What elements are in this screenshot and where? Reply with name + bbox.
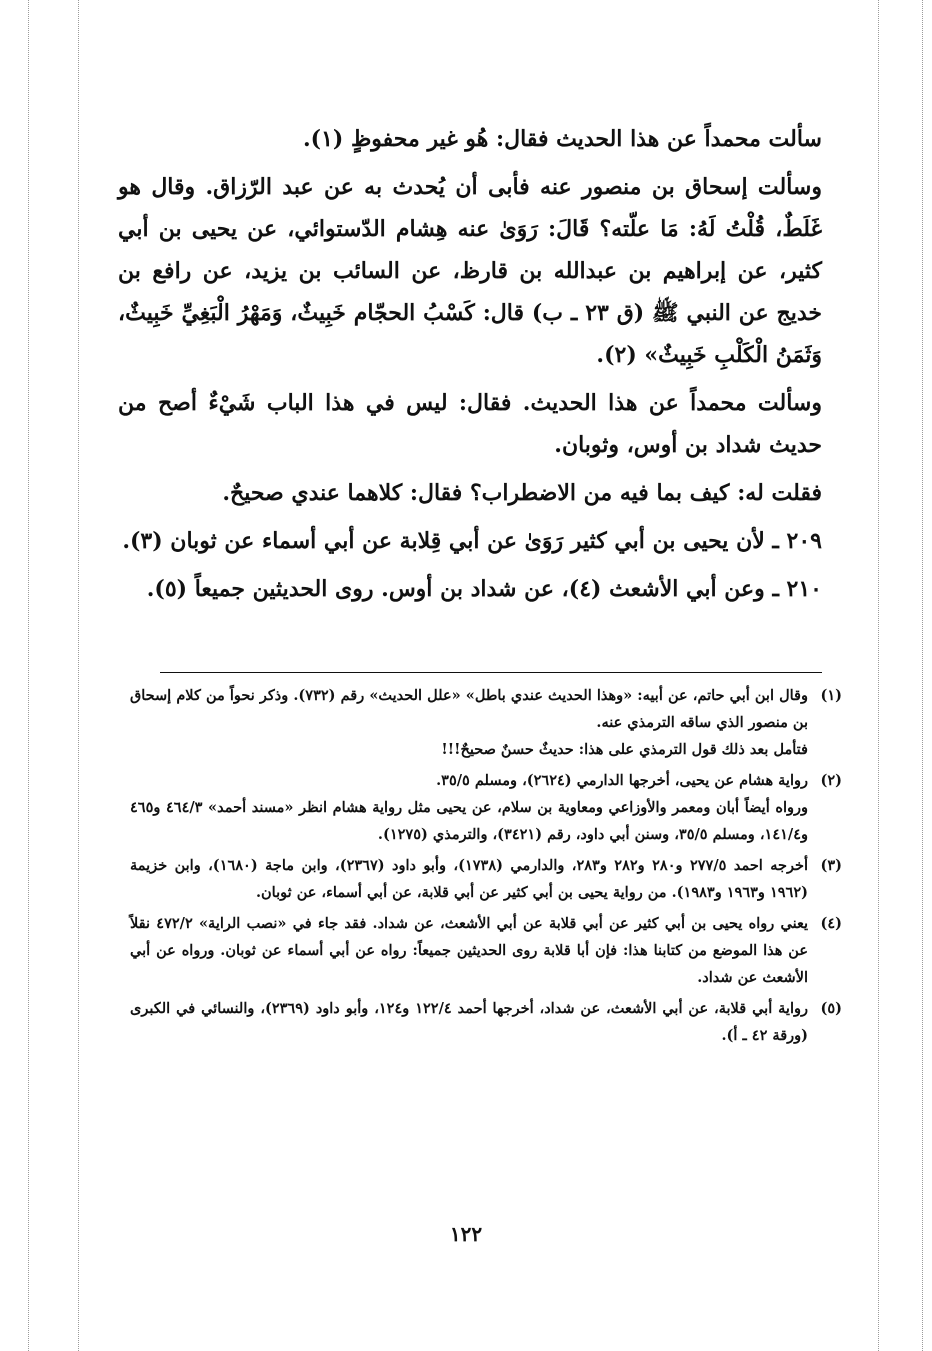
footnote-number: (٣) bbox=[820, 857, 842, 874]
left-margin-dotted-line bbox=[78, 0, 79, 1351]
footnote bbox=[130, 852, 842, 906]
main-paragraph: سألت محمداً عن هذا الحديث فقال: هُو غير محفوظٍ (١). bbox=[302, 126, 822, 152]
footnote-text: يعني رواه يحيى بن أبي كثير عن أبي قلابة عن أبي الأشعث، عن شداد. فقد جاء في «نصب الراية» ٤٧٢/٢ نقلاً عن هذا الموضع من كتابنا هذا: فإن أبا قلابة روى الحديثين جميعاً: رواه عن أبي أسماء عن ثوبان. ورواه عن أبي الأشعث عن شداد. bbox=[130, 915, 808, 986]
main-paragraph: وسألت محمداً عن هذا الحديث. فقال: ليس في هذا الباب شَيْءٌ أصح من حديث شداد بن أوس، وثوبان. bbox=[118, 390, 822, 458]
footnote-number: (٥) bbox=[820, 1000, 842, 1017]
footnote-text: أخرجه احمد ٢٧٧/٥ و٢٨٠ و٢٨٢ و٢٨٣، والدارمي (١٧٣٨)، وأبو داود (٢٣٦٧)، وابن ماجة (١٦٨٠)، وابن خزيمة (١٩٦٢ و١٩٦٣ و١٩٨٣). من رواية يحيى بن أبي كثير عن أبي قلابة، عن أبي أسماء، عن ثوبان. bbox=[130, 857, 808, 901]
footnote-text: رواية هشام عن يحيى، أخرجها الدارمي (٢٦٢٤)، ومسلم ٣٥/٥. bbox=[436, 772, 808, 789]
main-paragraph: ٢٠٩ ـ لأن يحيى بن أبي كثير رَوَىٰ عن أبي قِلابة عن أبي أسماء عن ثوبان (٣). bbox=[122, 528, 822, 554]
footnote bbox=[130, 910, 842, 991]
footnote-separator bbox=[160, 672, 822, 673]
right-margin-dotted-line bbox=[878, 0, 879, 1351]
footnote bbox=[130, 767, 842, 848]
footnote-text: وقال ابن أبي حاتم، عن أبيه: «وهذا الحديث عندي باطل» «علل الحديث» رقم (٧٣٢). وذكر نحواً من كلام إسحاق بن منصور الذي ساقه الترمذي عنه. bbox=[130, 687, 808, 731]
main-paragraph: وسألت إسحاق بن منصور عنه فأبى أن يُحدث به عن عبد الرّزاق. وقال هو غَلَطٌ، قُلْتُ لَهُ: مَا علّته؟ قَالَ: رَوَىٰ عنه هِشام الدّستوائي، عن يحيى بن أبي كثير، عن إبراهيم بن عبدالله بن قارظ، عن السائب بن يزيد، عن رافع بن خديج عن النبي ﷺ (ق ٢٣ ـ ب) قال: كَسْبُ الحجّام خَبِيثٌ، وَمَهْرُ الْبَغِيِّ خَبِيثٌ، وَثَمَنُ الْكَلْبِ خَبِيثٌ» (٢). bbox=[118, 174, 822, 368]
footnote-number: (٤) bbox=[820, 915, 842, 932]
page-number: ١٢٢ bbox=[449, 1222, 483, 1246]
left-margin-dotted-line bbox=[28, 0, 29, 1351]
footnote-text: رواية أبي قلابة، عن أبي الأشعث، عن شداد، أخرجها أحمد ١٢٢/٤ و١٢٤، وأبو داود (٢٣٦٩)، والنسائي في الكبرى (ورقة ٤٢ ـ أ). bbox=[130, 1000, 809, 1044]
main-paragraph: ٢١٠ ـ وعن أبي الأشعث (٤)، عن شداد بن أوس. روى الحديثين جميعاً (٥). bbox=[146, 576, 822, 602]
main-text bbox=[118, 118, 822, 616]
main-paragraph: فقلت له: كيف بما فيه من الاضطراب؟ فقال: كلاهما عندي صحيحٌ. bbox=[222, 480, 822, 506]
footnote bbox=[130, 995, 842, 1049]
footnote-number: (٢) bbox=[820, 772, 842, 789]
right-margin-dotted-line bbox=[922, 0, 923, 1351]
footnote-number: (١) bbox=[820, 687, 842, 704]
footnote-text: فتأمل بعد ذلك قول الترمذي على هذا: حديثٌ حسنٌ صحيحٌ!!! bbox=[441, 741, 808, 758]
footnote bbox=[130, 682, 842, 763]
footnotes bbox=[130, 682, 842, 1053]
footnote-text: ورواه أيضاً أبان ومعمر والأوزاعي ومعاوية بن سلام، عن يحيى مثل رواية هشام انظر «مسند أحمد» ٤٦٤/٣ و٤٦٥ و١٤١/٤، ومسلم ٣٥/٥، وسنن أبي داود، رقم (٣٤٢١)، والترمذي (١٢٧٥). bbox=[130, 799, 808, 843]
